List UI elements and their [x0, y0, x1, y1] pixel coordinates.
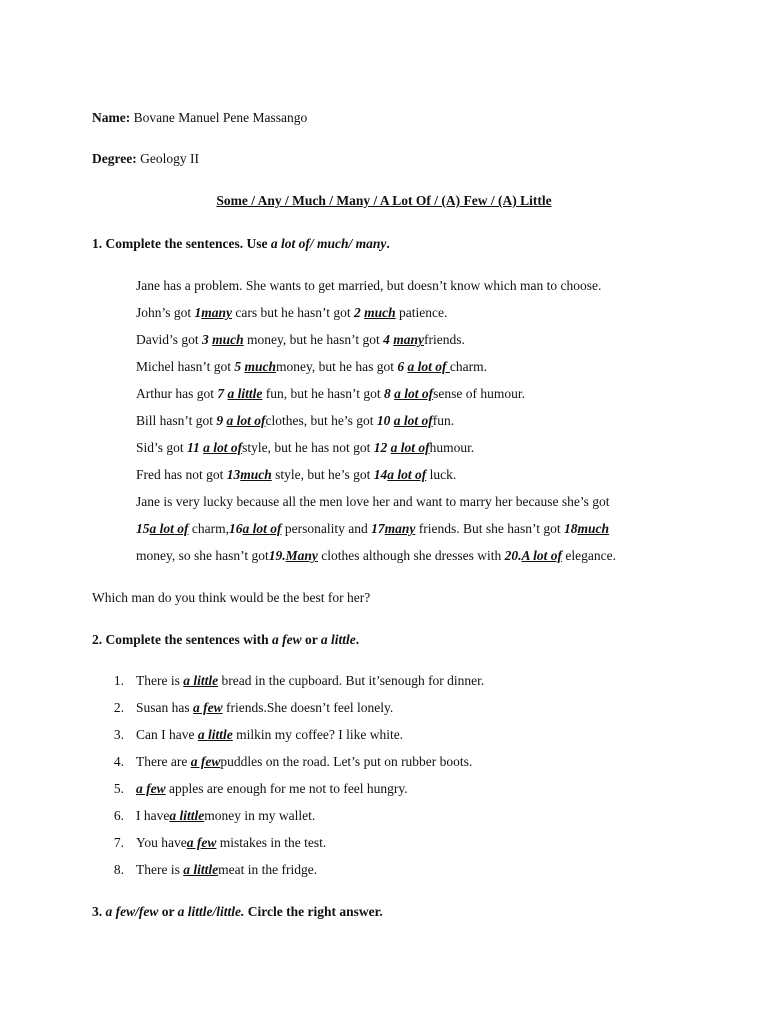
section3-heading-number: 3. [92, 904, 106, 919]
answer: much [364, 305, 396, 320]
exercise-line [136, 359, 487, 375]
answer-number: 2 [354, 305, 365, 320]
section3-heading-instruction: Circle the right answer. [244, 904, 383, 919]
line-text: Sid’s got [136, 440, 188, 455]
line-text: style, but he has not got [242, 440, 374, 455]
answer: a few [193, 700, 223, 715]
answer-number: 20. [504, 548, 522, 563]
list-item [94, 862, 317, 878]
list-text: bread in the cupboard. But it’senough for dinner. [218, 673, 485, 688]
section2-heading [92, 632, 359, 648]
line-text: Arthur has got [136, 386, 218, 401]
exercise-line [136, 521, 609, 537]
answer: much [577, 521, 609, 536]
answer: a lot of [407, 359, 450, 374]
list-number: 1. [113, 673, 124, 688]
list-text: money in my wallet. [204, 808, 316, 823]
list-text: You have [136, 835, 187, 850]
answer-number: 19. [268, 548, 286, 563]
answer: a few [186, 835, 217, 850]
section2-heading-option-a: a few [271, 632, 302, 647]
answer-number: 14 [373, 467, 388, 482]
section3-heading-or: or [158, 904, 178, 919]
section1-heading-text: 1. Complete the sentences. Use [92, 236, 271, 251]
answer: much [244, 359, 277, 374]
list-item [94, 781, 408, 797]
line-text: David’s got [136, 332, 202, 347]
list-text: I have [136, 808, 170, 823]
line-text: John’s got [136, 305, 195, 320]
list-text: Can I have [136, 727, 198, 742]
answer-number: 9 [216, 413, 227, 428]
answer: a lot of [203, 440, 243, 455]
worksheet-title: Some / Any / Much / Many / A Lot Of / (A) Few / (A) Little [216, 193, 552, 208]
line-text: money, but he has got [276, 359, 398, 374]
line-text: charm. [449, 359, 487, 374]
line-text: Jane is very lucky because all the men love her and want to marry her because she’s got [136, 494, 610, 509]
answer: a lot of [387, 467, 427, 482]
answer-number: 7 [217, 386, 228, 401]
line-text: clothes, but he’s got [265, 413, 377, 428]
line-text: fun. [432, 413, 455, 428]
list-text: Susan has [136, 700, 193, 715]
section1-heading [92, 236, 390, 252]
exercise-line [136, 386, 525, 402]
line-text: cars but he hasn’t got [232, 305, 355, 320]
section2-heading-end: . [355, 632, 360, 647]
answer-number: 8 [384, 386, 395, 401]
answer: a little [197, 727, 233, 742]
answer: many [393, 332, 425, 347]
degree-label: Degree: [92, 151, 137, 166]
line-text: elegance. [562, 548, 616, 563]
line-text: fun, but he hasn’t got [262, 386, 384, 401]
line-text: friends. But she hasn’t got [415, 521, 564, 536]
degree-value: Geology II [140, 151, 199, 166]
list-item [94, 673, 484, 689]
line-text: humour. [429, 440, 475, 455]
degree-line [92, 151, 199, 167]
line-text: patience. [395, 305, 448, 320]
section3-heading [92, 904, 383, 920]
line-text: clothes although she dresses with [317, 548, 505, 563]
line-text: Fred has not got [136, 467, 227, 482]
answer: A lot of [521, 548, 563, 563]
list-number: 2. [113, 700, 124, 715]
list-item [94, 835, 326, 851]
answer-number: 17 [371, 521, 385, 536]
answer-number: 10 [376, 413, 394, 428]
exercise-line [136, 278, 601, 294]
answer: a lot of [226, 413, 266, 428]
answer: a few [190, 754, 221, 769]
answer: a lot of [242, 521, 282, 536]
answer-number: 12 [373, 440, 391, 455]
answer: a little [169, 808, 205, 823]
list-number: 4. [113, 754, 124, 769]
exercise-line [136, 467, 456, 483]
list-item [94, 727, 403, 743]
answer-number: 11 [187, 440, 204, 455]
list-text: There is [136, 862, 184, 877]
question-text: Which man do you think would be the best for her? [92, 590, 371, 605]
answer: a little [183, 673, 219, 688]
exercise-line [136, 548, 616, 564]
line-text: Jane has a problem. She wants to get married, but doesn’t know which man to choose. [136, 278, 602, 293]
answer: a few [136, 781, 166, 796]
list-text: friends.She doesn’t feel lonely. [222, 700, 394, 715]
name-value: Bovane Manuel Pene Massango [133, 110, 308, 125]
line-text: Michel hasn’t got [136, 359, 235, 374]
answer-number: 1 [194, 305, 202, 320]
list-text: There is [136, 673, 184, 688]
answer: much [212, 332, 244, 347]
list-text: puddles on the road. Let’s put on rubber boots. [220, 754, 473, 769]
answer-number: 5 [234, 359, 245, 374]
list-item [94, 808, 315, 824]
list-text: apples are enough for me not to feel hungry. [165, 781, 408, 796]
answer: much [240, 467, 272, 482]
list-number: 6. [113, 808, 124, 823]
line-text: money, so she hasn’t got [136, 548, 269, 563]
answer-number: 13 [226, 467, 241, 482]
line-text: personality and [281, 521, 372, 536]
answer-number: 4 [383, 332, 394, 347]
line-text: friends. [424, 332, 465, 347]
exercise-line [136, 332, 465, 348]
section3-heading-option-b: a little/little. [177, 904, 245, 919]
answer-number: 3 [202, 332, 213, 347]
section3-heading-option-a: a few/few [105, 904, 159, 919]
list-text: milkin my coffee? I like white. [232, 727, 404, 742]
list-text: mistakes in the test. [216, 835, 327, 850]
section2-heading-text: 2. Complete the sentences with [92, 632, 272, 647]
section1-heading-options: a lot of/ much/ many [270, 236, 387, 251]
line-text: money, but he hasn’t got [243, 332, 384, 347]
name-label: Name: [92, 110, 131, 125]
line-text: charm, [188, 521, 229, 536]
exercise-line [136, 440, 474, 456]
section1-heading-end: . [386, 236, 390, 251]
list-number: 3. [113, 727, 124, 742]
list-item [94, 754, 472, 770]
list-text: There are [136, 754, 191, 769]
list-number: 5. [113, 781, 124, 796]
line-text: sense of humour. [433, 386, 525, 401]
section2-heading-option-b: a little [320, 632, 356, 647]
list-item [94, 700, 393, 716]
answer: Many [285, 548, 318, 563]
list-number: 7. [113, 835, 124, 850]
exercise-line [136, 494, 609, 510]
answer: a lot of [149, 521, 189, 536]
answer-number: 16 [228, 521, 243, 536]
answer-number: 15 [136, 521, 150, 536]
answer: many [384, 521, 416, 536]
line-text: luck. [426, 467, 457, 482]
section2-heading-or: or [301, 632, 321, 647]
answer: a lot of [393, 413, 433, 428]
list-number: 8. [113, 862, 124, 877]
answer-number: 6 [397, 359, 408, 374]
answer: a lot of [394, 386, 434, 401]
answer: a lot of [390, 440, 430, 455]
list-text: meat in the fridge. [218, 862, 318, 877]
answer-number: 18 [563, 521, 578, 536]
answer: a little [227, 386, 263, 401]
line-text: style, but he’s got [271, 467, 374, 482]
answer: many [201, 305, 233, 320]
name-line [92, 110, 307, 126]
exercise-line [136, 413, 454, 429]
line-text: Bill hasn’t got [136, 413, 217, 428]
answer: a little [183, 862, 219, 877]
exercise-line [136, 305, 447, 321]
